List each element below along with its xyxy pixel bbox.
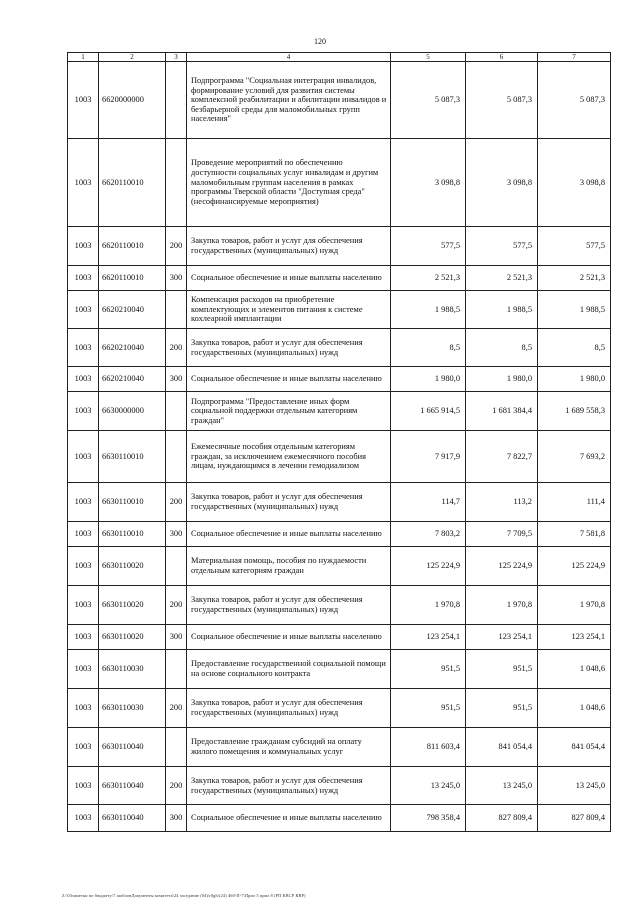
amount-year3-cell: 841 054,4 [538, 728, 611, 767]
amount-year3-cell: 125 224,9 [538, 547, 611, 586]
amount-year1-cell: 3 098,8 [391, 139, 466, 227]
expense-type-cell: 200 [166, 329, 187, 367]
section-code-cell: 1003 [68, 767, 99, 805]
amount-year1-cell: 1 980,0 [391, 367, 466, 392]
amount-year2-cell: 7 822,7 [466, 431, 538, 483]
section-code-cell: 1003 [68, 547, 99, 586]
expense-type-cell [166, 139, 187, 227]
amount-year2-cell: 3 098,8 [466, 139, 538, 227]
expense-type-cell: 300 [166, 805, 187, 832]
item-name-cell: Подпрограмма "Предоставление иных форм социальной поддержки отдельным категориям граждан" [187, 392, 391, 431]
target-code-cell: 6630110040 [99, 767, 166, 805]
target-code-cell: 6620210040 [99, 367, 166, 392]
table-row [68, 547, 611, 586]
amount-year2-cell: 7 709,5 [466, 522, 538, 547]
table-row [68, 392, 611, 431]
amount-year3-cell: 2 521,3 [538, 266, 611, 291]
expense-type-cell: 200 [166, 689, 187, 728]
item-name-cell: Социальное обеспечение и иные выплаты населению [187, 367, 391, 392]
table-row [68, 625, 611, 650]
target-code-cell: 6620210040 [99, 329, 166, 367]
amount-year2-cell: 827 809,4 [466, 805, 538, 832]
target-code-cell: 6620000000 [99, 62, 166, 139]
table-row [68, 650, 611, 689]
expense-type-cell: 200 [166, 586, 187, 625]
section-code-cell: 1003 [68, 625, 99, 650]
amount-year3-cell: 111,4 [538, 483, 611, 522]
item-name-cell: Подпрограмма "Социальная интеграция инвалидов, формирование условий для развития системы комплексной реабилитации и абилитации инвалидов и безбарьерной среды для маломобильных групп населения" [187, 62, 391, 139]
table-row [68, 266, 611, 291]
amount-year2-cell: 125 224,9 [466, 547, 538, 586]
expense-type-cell [166, 650, 187, 689]
amount-year1-cell: 8,5 [391, 329, 466, 367]
section-code-cell: 1003 [68, 266, 99, 291]
amount-year2-cell: 123 254,1 [466, 625, 538, 650]
item-name-cell: Закупка товаров, работ и услуг для обеспечения государственных (муниципальных) нужд [187, 227, 391, 266]
table-row [68, 367, 611, 392]
table-row [68, 291, 611, 329]
amount-year1-cell: 114,7 [391, 483, 466, 522]
expense-type-cell: 300 [166, 522, 187, 547]
amount-year3-cell: 123 254,1 [538, 625, 611, 650]
budget-table [67, 52, 611, 832]
target-code-cell: 6620210040 [99, 291, 166, 329]
column-header: 5 [391, 53, 466, 62]
target-code-cell: 6630110010 [99, 522, 166, 547]
target-code-cell: 6630110020 [99, 586, 166, 625]
item-name-cell: Социальное обеспечение и иные выплаты населению [187, 805, 391, 832]
table-row [68, 767, 611, 805]
target-code-cell: 6630110020 [99, 547, 166, 586]
item-name-cell: Закупка товаров, работ и услуг для обеспечения государственных (муниципальных) нужд [187, 689, 391, 728]
column-header: 2 [99, 53, 166, 62]
amount-year3-cell: 577,5 [538, 227, 611, 266]
amount-year3-cell: 1 980,0 [538, 367, 611, 392]
target-code-cell: 6630110010 [99, 483, 166, 522]
amount-year2-cell: 1 681 384,4 [466, 392, 538, 431]
table-row [68, 805, 611, 832]
item-name-cell: Материальная помощь, пособия по нуждаемости отдельным категориям граждан [187, 547, 391, 586]
amount-year2-cell: 1 988,5 [466, 291, 538, 329]
amount-year1-cell: 7 917,9 [391, 431, 466, 483]
item-name-cell: Закупка товаров, работ и услуг для обеспечения государственных (муниципальных) нужд [187, 586, 391, 625]
amount-year3-cell: 3 098,8 [538, 139, 611, 227]
amount-year2-cell: 577,5 [466, 227, 538, 266]
expense-type-cell [166, 392, 187, 431]
amount-year3-cell: 8,5 [538, 329, 611, 367]
expense-type-cell [166, 728, 187, 767]
amount-year1-cell: 7 803,2 [391, 522, 466, 547]
table-header-row [68, 53, 611, 62]
section-code-cell: 1003 [68, 586, 99, 625]
table-row [68, 62, 611, 139]
section-code-cell: 1003 [68, 392, 99, 431]
amount-year2-cell: 5 087,3 [466, 62, 538, 139]
table-row [68, 586, 611, 625]
amount-year1-cell: 951,5 [391, 689, 466, 728]
section-code-cell: 1003 [68, 367, 99, 392]
amount-year1-cell: 123 254,1 [391, 625, 466, 650]
target-code-cell: 6630110040 [99, 805, 166, 832]
expense-type-cell [166, 431, 187, 483]
table-row [68, 483, 611, 522]
table-row [68, 139, 611, 227]
amount-year3-cell: 7 581,8 [538, 522, 611, 547]
target-code-cell: 6620110010 [99, 227, 166, 266]
section-code-cell: 1003 [68, 227, 99, 266]
table-row [68, 522, 611, 547]
amount-year3-cell: 1 689 558,3 [538, 392, 611, 431]
item-name-cell: Социальное обеспечение и иные выплаты населению [187, 266, 391, 291]
target-code-cell: 6630110010 [99, 431, 166, 483]
target-code-cell: 6620110010 [99, 266, 166, 291]
file-path-footer: Z:\03заметки по бюджету\7 шаблонДокументы комитета\24 заседание (04)\r0gb\(24) 460-П-7\Прил 5 прил 8 (РП КВСР КВР) [62, 893, 306, 898]
target-code-cell: 6620110010 [99, 139, 166, 227]
section-code-cell: 1003 [68, 805, 99, 832]
section-code-cell: 1003 [68, 650, 99, 689]
amount-year2-cell: 2 521,3 [466, 266, 538, 291]
section-code-cell: 1003 [68, 62, 99, 139]
item-name-cell: Проведение мероприятий по обеспечению доступности социальных услуг инвалидам и другим маломобильным группам населения в рамках программы Тверской области "Доступная среда" (несофинансируемые мероприятия) [187, 139, 391, 227]
expense-type-cell: 300 [166, 625, 187, 650]
amount-year3-cell: 827 809,4 [538, 805, 611, 832]
amount-year2-cell: 1 970,8 [466, 586, 538, 625]
section-code-cell: 1003 [68, 483, 99, 522]
amount-year2-cell: 841 054,4 [466, 728, 538, 767]
amount-year1-cell: 2 521,3 [391, 266, 466, 291]
item-name-cell: Социальное обеспечение и иные выплаты населению [187, 625, 391, 650]
amount-year3-cell: 1 988,5 [538, 291, 611, 329]
column-header: 6 [466, 53, 538, 62]
amount-year1-cell: 811 603,4 [391, 728, 466, 767]
section-code-cell: 1003 [68, 522, 99, 547]
amount-year1-cell: 951,5 [391, 650, 466, 689]
item-name-cell: Ежемесячные пособия отдельным категориям граждан, за исключением ежемесячного пособия лицам, нуждающимся в лечении гемодиализом [187, 431, 391, 483]
expense-type-cell: 200 [166, 767, 187, 805]
target-code-cell: 6630110030 [99, 689, 166, 728]
section-code-cell: 1003 [68, 139, 99, 227]
amount-year3-cell: 1 970,8 [538, 586, 611, 625]
column-header: 7 [538, 53, 611, 62]
amount-year2-cell: 951,5 [466, 650, 538, 689]
section-code-cell: 1003 [68, 291, 99, 329]
amount-year1-cell: 125 224,9 [391, 547, 466, 586]
item-name-cell: Социальное обеспечение и иные выплаты населению [187, 522, 391, 547]
expense-type-cell [166, 62, 187, 139]
section-code-cell: 1003 [68, 431, 99, 483]
amount-year1-cell: 13 245,0 [391, 767, 466, 805]
amount-year2-cell: 113,2 [466, 483, 538, 522]
item-name-cell: Предоставление гражданам субсидий на оплату жилого помещения и коммунальных услуг [187, 728, 391, 767]
expense-type-cell: 300 [166, 266, 187, 291]
target-code-cell: 6630110020 [99, 625, 166, 650]
item-name-cell: Закупка товаров, работ и услуг для обеспечения государственных (муниципальных) нужд [187, 767, 391, 805]
table-row [68, 728, 611, 767]
expense-type-cell: 300 [166, 367, 187, 392]
table-row [68, 431, 611, 483]
table-row [68, 689, 611, 728]
amount-year3-cell: 1 048,6 [538, 689, 611, 728]
section-code-cell: 1003 [68, 329, 99, 367]
target-code-cell: 6630110030 [99, 650, 166, 689]
amount-year1-cell: 1 970,8 [391, 586, 466, 625]
column-header: 1 [68, 53, 99, 62]
amount-year1-cell: 1 988,5 [391, 291, 466, 329]
amount-year1-cell: 1 665 914,5 [391, 392, 466, 431]
item-name-cell: Закупка товаров, работ и услуг для обеспечения государственных (муниципальных) нужд [187, 483, 391, 522]
amount-year1-cell: 5 087,3 [391, 62, 466, 139]
table-row [68, 227, 611, 266]
section-code-cell: 1003 [68, 689, 99, 728]
page-number: 120 [314, 37, 326, 46]
column-header: 3 [166, 53, 187, 62]
expense-type-cell: 200 [166, 227, 187, 266]
target-code-cell: 6630110040 [99, 728, 166, 767]
amount-year1-cell: 577,5 [391, 227, 466, 266]
table-row [68, 329, 611, 367]
amount-year2-cell: 1 980,0 [466, 367, 538, 392]
amount-year3-cell: 13 245,0 [538, 767, 611, 805]
item-name-cell: Предоставление государственной социальной помощи на основе социального контракта [187, 650, 391, 689]
column-header: 4 [187, 53, 391, 62]
amount-year1-cell: 798 358,4 [391, 805, 466, 832]
amount-year3-cell: 7 693,2 [538, 431, 611, 483]
amount-year2-cell: 13 245,0 [466, 767, 538, 805]
amount-year2-cell: 951,5 [466, 689, 538, 728]
target-code-cell: 6630000000 [99, 392, 166, 431]
expense-type-cell: 200 [166, 483, 187, 522]
item-name-cell: Компенсация расходов на приобретение комплектующих и элементов питания к системе кохлеарной имплантации [187, 291, 391, 329]
amount-year2-cell: 8,5 [466, 329, 538, 367]
section-code-cell: 1003 [68, 728, 99, 767]
item-name-cell: Закупка товаров, работ и услуг для обеспечения государственных (муниципальных) нужд [187, 329, 391, 367]
amount-year3-cell: 5 087,3 [538, 62, 611, 139]
expense-type-cell [166, 547, 187, 586]
expense-type-cell [166, 291, 187, 329]
amount-year3-cell: 1 048,6 [538, 650, 611, 689]
